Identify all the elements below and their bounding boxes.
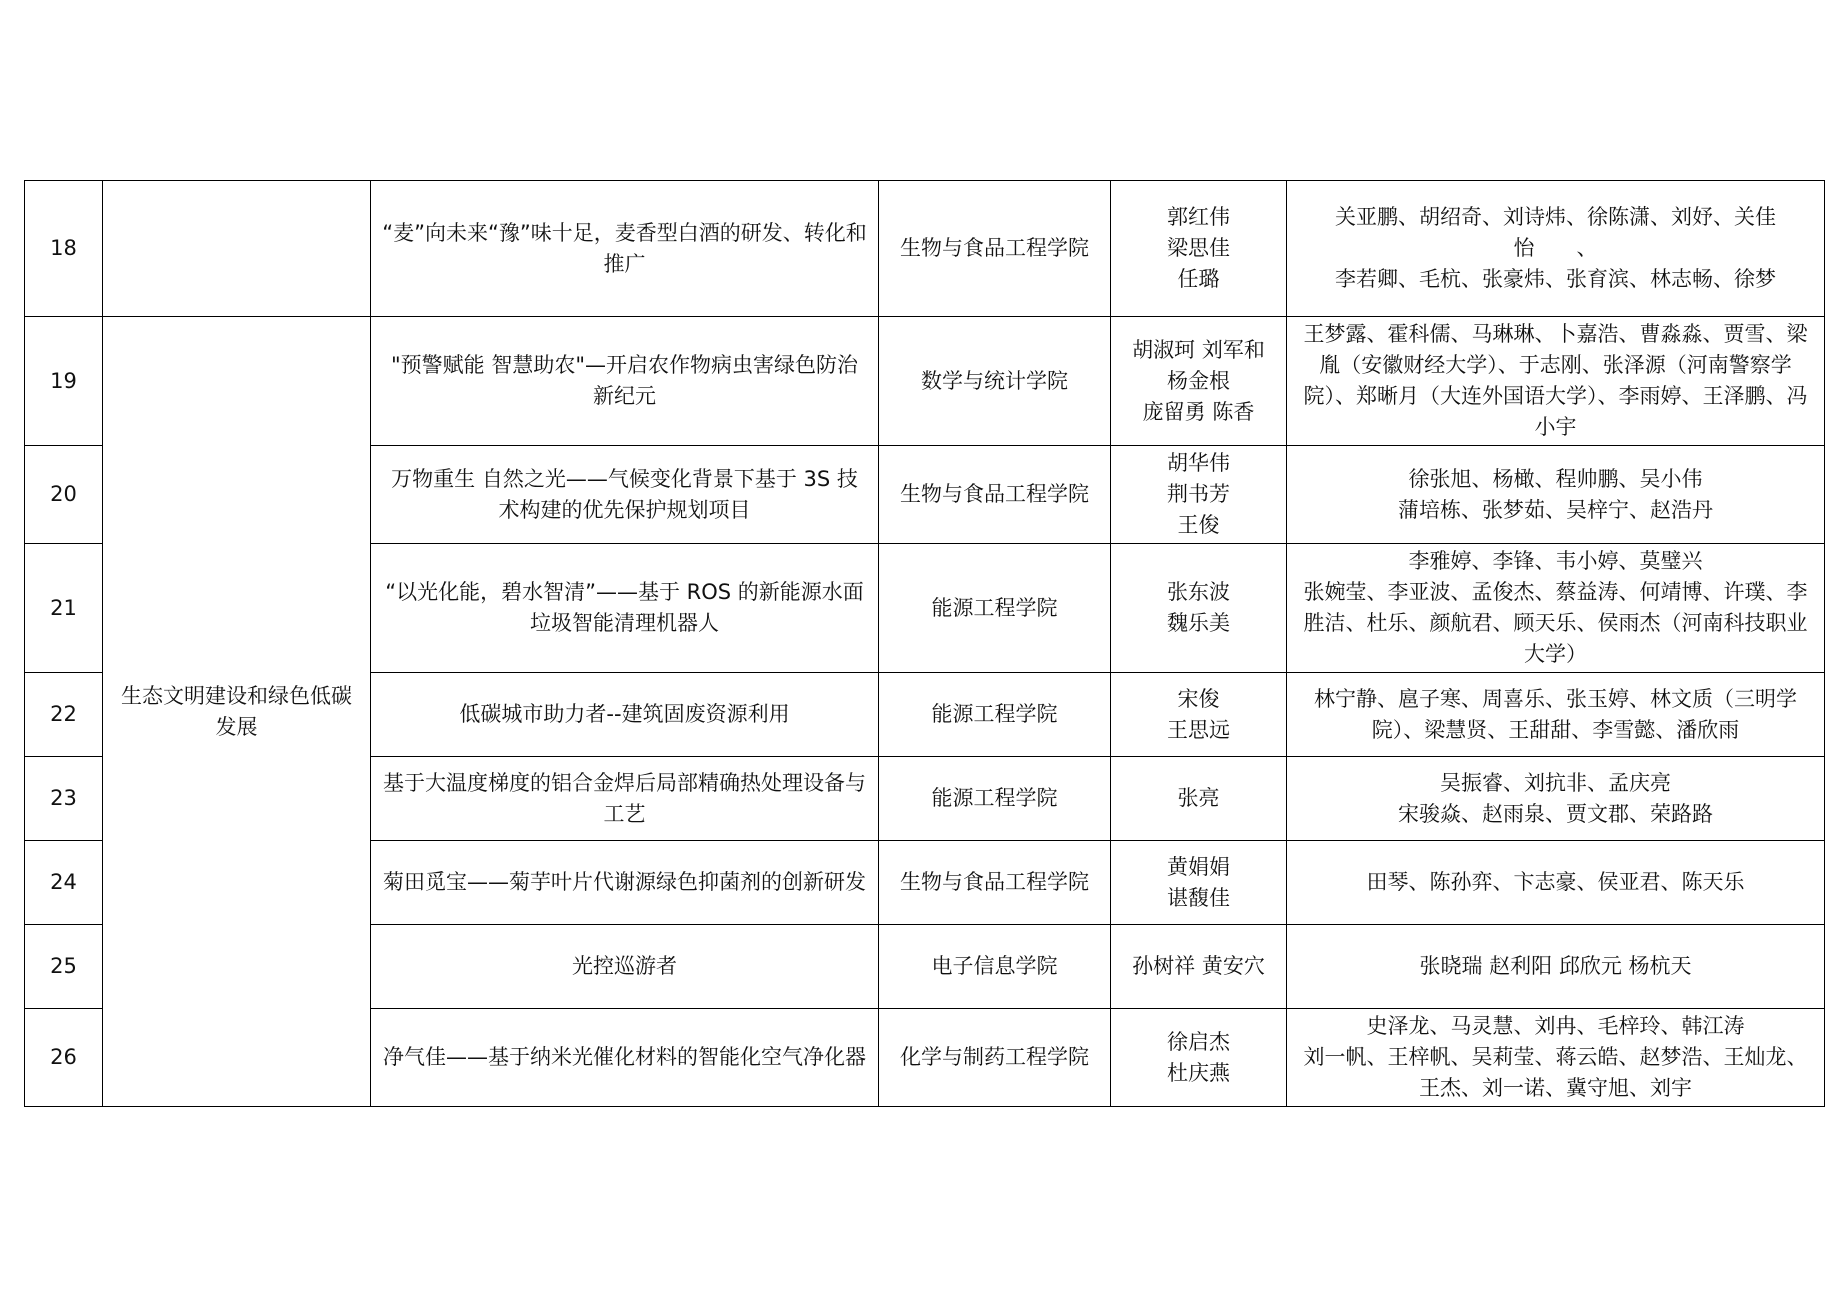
advisor-names-line: 梁思佳 — [1167, 236, 1230, 260]
table-body — [25, 181, 1825, 1107]
project-name: 低碳城市助力者--建筑固废资源利用 — [371, 673, 879, 757]
category-cell — [103, 181, 371, 317]
advisor-names-line: 谌馥佳 — [1167, 885, 1230, 910]
member-names — [1287, 757, 1825, 841]
advisor-names-line: 徐启杰 — [1167, 1029, 1230, 1054]
advisor-names — [1111, 446, 1287, 544]
row-number: 22 — [25, 673, 103, 757]
member-names — [1287, 317, 1825, 446]
college-name: 能源工程学院 — [879, 544, 1111, 673]
college-name: 电子信息学院 — [879, 925, 1111, 1009]
project-table — [24, 180, 1825, 1107]
advisor-names — [1111, 841, 1287, 925]
category-cell-merged: 生态文明建设和绿色低碳发展 — [103, 317, 371, 1107]
project-name: "预警赋能 智慧助农"—开启农作物病虫害绿色防治新纪元 — [371, 317, 879, 446]
member-names — [1287, 1009, 1825, 1107]
row-number: 20 — [25, 446, 103, 544]
member-names-line: 徐张旭、杨橄、程帅鹏、吴小伟 — [1408, 466, 1703, 491]
project-name: 光控巡游者 — [371, 925, 879, 1009]
row-number: 25 — [25, 925, 103, 1009]
member-names-line: 刘一帆、王梓帆、吴莉莹、蒋云皓、赵梦浩、王灿龙、王杰、刘一诺、冀守旭、刘宇 — [1303, 1045, 1808, 1100]
advisor-names-line: 张亮 — [1177, 786, 1220, 810]
member-names-line: 史泽龙、马灵慧、刘冉、毛梓玲、韩江涛 — [1366, 1014, 1745, 1038]
row-number: 26 — [25, 1009, 103, 1107]
advisor-names — [1111, 673, 1287, 757]
row-number: 18 — [25, 181, 103, 317]
member-names — [1287, 181, 1825, 317]
advisor-names — [1111, 1009, 1287, 1107]
advisor-names — [1111, 757, 1287, 841]
advisor-names — [1111, 925, 1287, 1009]
member-names — [1287, 673, 1825, 757]
advisor-names-line: 黄娟娟 — [1167, 854, 1230, 879]
advisor-names — [1111, 181, 1287, 317]
college-name: 数学与统计学院 — [879, 317, 1111, 446]
row-number: 23 — [25, 757, 103, 841]
member-names — [1287, 925, 1825, 1009]
college-name: 化学与制药工程学院 — [879, 1009, 1111, 1107]
advisor-names-line: 胡华伟 — [1167, 451, 1230, 475]
row-number: 24 — [25, 841, 103, 925]
advisor-names-line: 任璐 — [1177, 267, 1220, 291]
table-row — [25, 181, 1825, 317]
project-name: 基于大温度梯度的铝合金焊后局部精确热处理设备与工艺 — [371, 757, 879, 841]
advisor-names-line: 魏乐美 — [1167, 611, 1230, 635]
college-name: 能源工程学院 — [879, 673, 1111, 757]
advisor-names-line: 王思远 — [1167, 717, 1230, 742]
member-names-line: 李雅婷、李锋、韦小婷、莫璧兴 — [1408, 549, 1703, 573]
college-name: 能源工程学院 — [879, 757, 1111, 841]
member-names — [1287, 446, 1825, 544]
member-names — [1287, 841, 1825, 925]
project-name: 菊田觅宝——菊芋叶片代谢源绿色抑菌剂的创新研发 — [371, 841, 879, 925]
project-name: “以光化能，碧水智清”——基于 ROS 的新能源水面垃圾智能清理机器人 — [371, 544, 879, 673]
advisor-names-line: 庞留勇 陈香 — [1142, 399, 1255, 424]
advisor-names — [1111, 544, 1287, 673]
college-name: 生物与食品工程学院 — [879, 181, 1111, 317]
row-number: 19 — [25, 317, 103, 446]
advisor-names-line: 孙树祥 黄安穴 — [1132, 954, 1265, 978]
member-names-line: 张晓瑞 赵利阳 邱欣元 杨杭天 — [1419, 954, 1692, 978]
member-names-line: 吴振睿、刘抗非、孟庆亮 — [1440, 770, 1671, 795]
college-name: 生物与食品工程学院 — [879, 841, 1111, 925]
table-row — [25, 317, 1825, 446]
advisor-names — [1111, 317, 1287, 446]
advisor-names-line: 张东波 — [1167, 580, 1230, 604]
advisor-names-line: 王俊 — [1177, 513, 1220, 537]
row-number: 21 — [25, 544, 103, 673]
advisor-names-line: 宋俊 — [1177, 686, 1220, 711]
member-names-line: 张婉莹、李亚波、孟俊杰、蔡益涛、何靖博、许璞、李胜洁、杜乐、颜航君、顾天乐、侯雨杰（河南科技职业大学） — [1303, 580, 1808, 666]
project-name: “麦”向未来“豫”味十足，麦香型白酒的研发、转化和推广 — [371, 181, 879, 317]
project-name: 净气佳——基于纳米光催化材料的智能化空气净化器 — [371, 1009, 879, 1107]
member-names-line: 王梦露、霍科儒、马琳琳、卜嘉浩、曹淼淼、贾雪、梁胤（安徽财经大学）、于志刚、张泽源（河南警察学院）、郑晰月（大连外国语大学）、李雨婷、王泽鹏、冯小宇 — [1303, 322, 1808, 439]
member-names-line: 李若卿、毛杭、张豪炜、张育滨、林志畅、徐梦 — [1335, 267, 1776, 291]
project-name: 万物重生 自然之光——气候变化背景下基于 3S 技术构建的优先保护规划项目 — [371, 446, 879, 544]
advisor-names-line: 杜庆燕 — [1167, 1060, 1230, 1085]
college-name: 生物与食品工程学院 — [879, 446, 1111, 544]
advisor-names-line: 胡淑珂 刘军和 — [1132, 337, 1265, 362]
member-names — [1287, 544, 1825, 673]
member-names-line: 林宁静、扈子寒、周喜乐、张玉婷、林文质（三明学院）、梁慧贤、王甜甜、李雪懿、潘欣雨 — [1314, 686, 1797, 742]
advisor-names-line: 荆书芳 — [1167, 482, 1230, 506]
member-names-line: 蒲培栋、张梦茹、吴梓宁、赵浩丹 — [1398, 497, 1713, 522]
advisor-names-line: 郭红伟 — [1167, 205, 1230, 229]
member-names-line: 宋骏焱、赵雨泉、贾文郡、荣路路 — [1398, 801, 1713, 826]
advisor-names-line: 杨金根 — [1167, 368, 1230, 393]
member-names-line: 关亚鹏、胡绍奇、刘诗炜、徐陈潇、刘妤、关佳怡 、 — [1335, 205, 1776, 260]
member-names-line: 田琴、陈孙弈、卞志豪、侯亚君、陈天乐 — [1366, 870, 1745, 894]
